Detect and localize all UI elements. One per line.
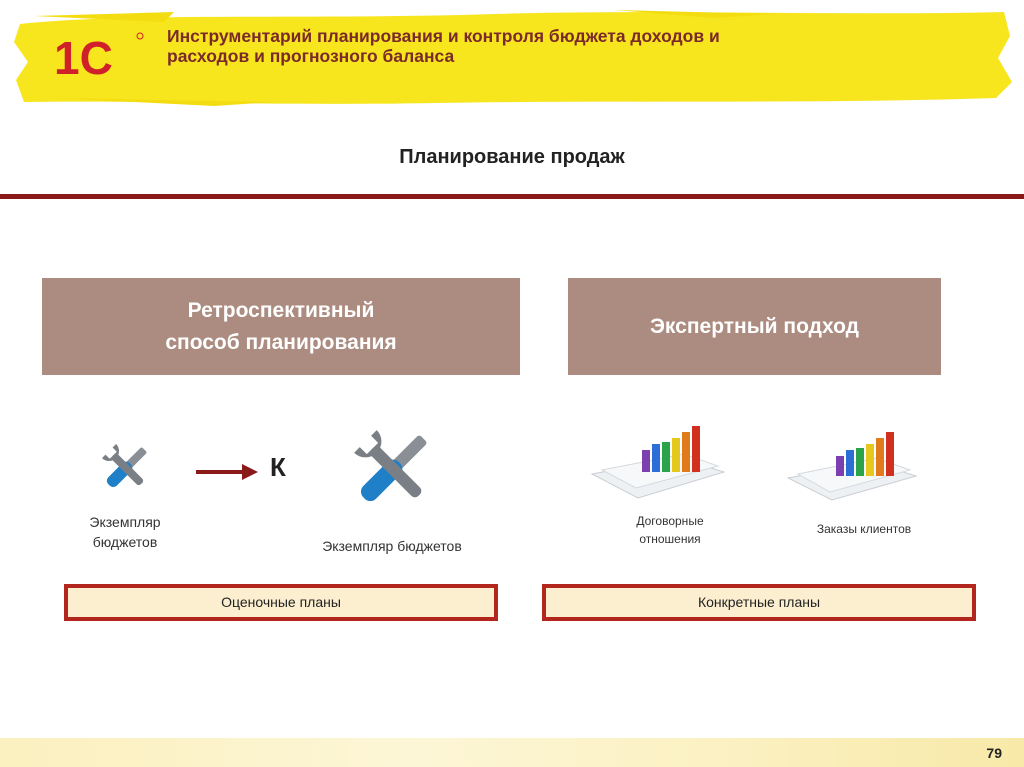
contracts-caption-line2: отношения	[639, 532, 701, 546]
section-title: Планирование продаж	[399, 146, 625, 168]
tools-large-icon	[344, 424, 442, 514]
bar-chart-contracts-icon	[588, 424, 728, 504]
concrete-plans-box: Конкретные планы	[542, 584, 976, 621]
page-number: 79	[986, 745, 1002, 761]
arrow-right-icon	[196, 462, 258, 482]
retrospective-label-line2: способ планирования	[165, 330, 397, 354]
header-title: Инструментарий планирования и контроля бюджета доходов и расходов и прогнозного баланса	[167, 26, 720, 66]
source-budget-caption-line1: Экземпляр	[89, 514, 161, 530]
contracts-caption-line1: Договорные	[636, 514, 704, 528]
estimate-plans-box: Оценочные планы	[64, 584, 498, 621]
logo-text: 1С	[54, 32, 113, 80]
expert-label: Экспертный подход	[649, 314, 859, 338]
orders-caption: Заказы клиентов	[816, 522, 912, 536]
retrospective-method-box	[42, 278, 520, 375]
section-divider	[0, 194, 1024, 199]
coefficient-k: К	[270, 452, 286, 482]
source-budget-caption-line2: бюджетов	[92, 534, 158, 550]
bar-chart-orders-icon	[784, 432, 920, 506]
tools-small-icon	[96, 440, 156, 496]
retrospective-label-line1: Ретроспективный	[187, 298, 375, 322]
footer-band	[0, 738, 1024, 767]
source-budget-caption	[60, 512, 190, 552]
target-budget-caption: Экземпляр бюджетов	[322, 538, 462, 554]
logo-1c	[52, 30, 152, 80]
contracts-caption	[610, 512, 730, 548]
expert-method-box	[568, 278, 941, 375]
